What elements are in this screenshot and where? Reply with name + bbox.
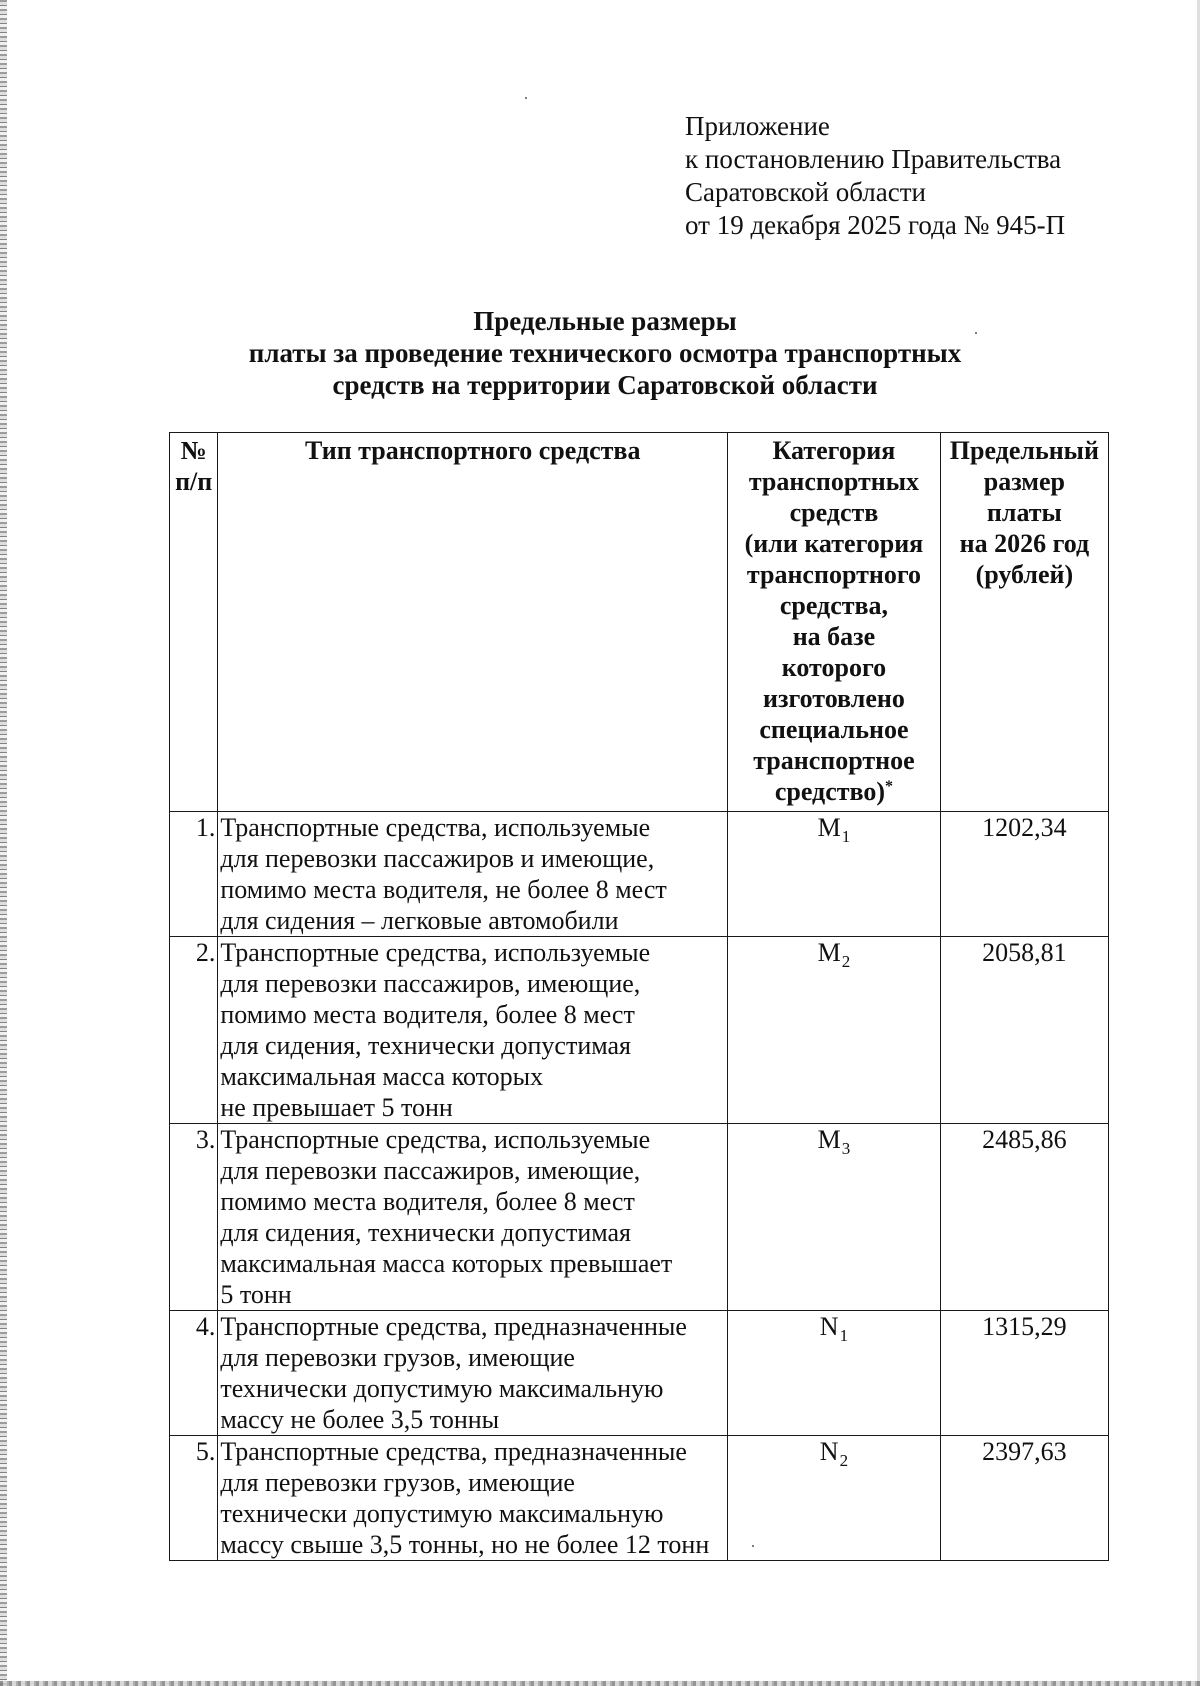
row-number: 4. (170, 1311, 218, 1436)
type-line: технически допустимую максимальную (220, 1499, 664, 1528)
row-vehicle-type (218, 1311, 728, 1436)
category-index: 2 (841, 952, 851, 971)
type-line: для сидения – легковые автомобили (220, 906, 619, 935)
type-line: для перевозки грузов, имеющие (220, 1468, 575, 1497)
row-fee: 2397,63 (940, 1436, 1108, 1561)
category-letter: N (819, 1312, 839, 1341)
category-index: 2 (839, 1451, 849, 1470)
header-number-line: п/п (175, 467, 213, 496)
header-vehicle-type: Тип транспортного средства (218, 433, 728, 812)
row-vehicle-type (218, 937, 728, 1124)
category-letter: M (817, 813, 841, 842)
scan-edge-bottom (0, 1681, 1200, 1686)
row-category (728, 1311, 941, 1436)
table-header-row (170, 433, 1109, 812)
type-line: Транспортные средства, предназначенные (220, 1312, 687, 1341)
header-fee-line: на 2026 год (959, 529, 1090, 558)
header-category-line: средства, (779, 591, 889, 620)
table-row (170, 812, 1109, 937)
header-fee-line: размер (983, 467, 1065, 496)
title-line: платы за проведение технического осмотра транспортных (248, 338, 962, 368)
type-line: максимальная масса которых (220, 1062, 544, 1091)
header-fee-line: Предельный (949, 436, 1099, 465)
appendix-line: Саратовской области (685, 177, 926, 207)
type-line: помимо места водителя, более 8 мест (220, 1187, 635, 1216)
type-line: массу не более 3,5 тонны (220, 1405, 500, 1434)
category-letter: M (817, 938, 841, 967)
table-row (170, 937, 1109, 1124)
row-category (728, 937, 941, 1124)
type-line: не превышает 5 тонн (220, 1093, 453, 1122)
header-category-line: транспортное (753, 746, 915, 775)
header-number-line: № (180, 436, 207, 465)
header-category-line: которого (781, 653, 887, 682)
row-vehicle-type (218, 1124, 728, 1311)
row-fee: 2058,81 (940, 937, 1108, 1124)
header-fee-line: (рублей) (975, 560, 1074, 589)
type-line: максимальная масса которых превышает (220, 1249, 673, 1278)
title-line: средств на территории Саратовской области (332, 370, 878, 400)
category-index: 1 (841, 827, 851, 846)
type-line: для перевозки грузов, имеющие (220, 1343, 575, 1372)
type-line: 5 тонн (220, 1280, 292, 1309)
appendix-line: к постановлению Правительства (685, 144, 1062, 174)
category-index: 1 (839, 1326, 849, 1345)
row-number: 1. (170, 812, 218, 937)
row-fee: 2485,86 (940, 1124, 1108, 1311)
appendix-line: от 19 декабря 2025 года № 945-П (685, 210, 1066, 240)
header-category (728, 433, 941, 812)
type-line: Транспортные средства, используемые (220, 938, 651, 967)
row-vehicle-type (218, 1436, 728, 1561)
header-category-line (730, 776, 938, 811)
type-line: для сидения, технически допустимая (220, 1218, 632, 1247)
header-category-last: средство) (774, 777, 886, 806)
type-line: массу свыше 3,5 тонны, но не более 12 тонн (220, 1530, 710, 1559)
type-line: помимо места водителя, более 8 мест (220, 1000, 635, 1029)
header-fee-line: платы (986, 498, 1062, 527)
title-line: Предельные размеры (473, 306, 737, 336)
type-line: Транспортные средства, предназначенные (220, 1437, 687, 1466)
row-fee: 1315,29 (940, 1311, 1108, 1436)
table-row (170, 1311, 1109, 1436)
row-number: 2. (170, 937, 218, 1124)
header-number (170, 433, 218, 812)
scan-edge-left (0, 0, 7, 1686)
type-line: для перевозки пассажиров, имеющие, (220, 1156, 641, 1185)
type-line: для сидения, технически допустимая (220, 1031, 632, 1060)
header-category-line: средств (789, 498, 879, 527)
type-line: для перевозки пассажиров и имеющие, (220, 844, 655, 873)
footnote-marker: * (885, 778, 894, 795)
row-vehicle-type (218, 812, 728, 937)
row-category (728, 1436, 941, 1561)
header-category-line: (или категория (744, 529, 924, 558)
category-letter: N (819, 1437, 839, 1466)
fee-table (169, 432, 1109, 1561)
type-line: технически допустимую максимальную (220, 1374, 664, 1403)
row-fee: 1202,34 (940, 812, 1108, 937)
appendix-line: Приложение (685, 111, 830, 141)
type-line: для перевозки пассажиров, имеющие, (220, 969, 641, 998)
header-category-line: Категория (772, 436, 896, 465)
table-row (170, 1124, 1109, 1311)
row-number: 5. (170, 1436, 218, 1561)
header-category-line: транспортных (748, 467, 920, 496)
header-category-line: изготовлено (763, 684, 905, 713)
row-category (728, 812, 941, 937)
header-category-line: транспортного (746, 560, 921, 589)
header-fee (940, 433, 1108, 812)
table-row (170, 1436, 1109, 1561)
type-line: помимо места водителя, не более 8 мест (220, 875, 667, 904)
category-index: 3 (841, 1139, 851, 1158)
scan-speck (525, 97, 527, 99)
header-category-line: на базе (792, 622, 876, 651)
row-category (728, 1124, 941, 1311)
appendix-header (685, 110, 1065, 242)
type-line: Транспортные средства, используемые (220, 813, 651, 842)
row-number: 3. (170, 1124, 218, 1311)
document-title (180, 305, 1030, 401)
category-letter: M (817, 1125, 841, 1154)
type-line: Транспортные средства, используемые (220, 1125, 651, 1154)
header-category-line: специальное (759, 715, 909, 744)
